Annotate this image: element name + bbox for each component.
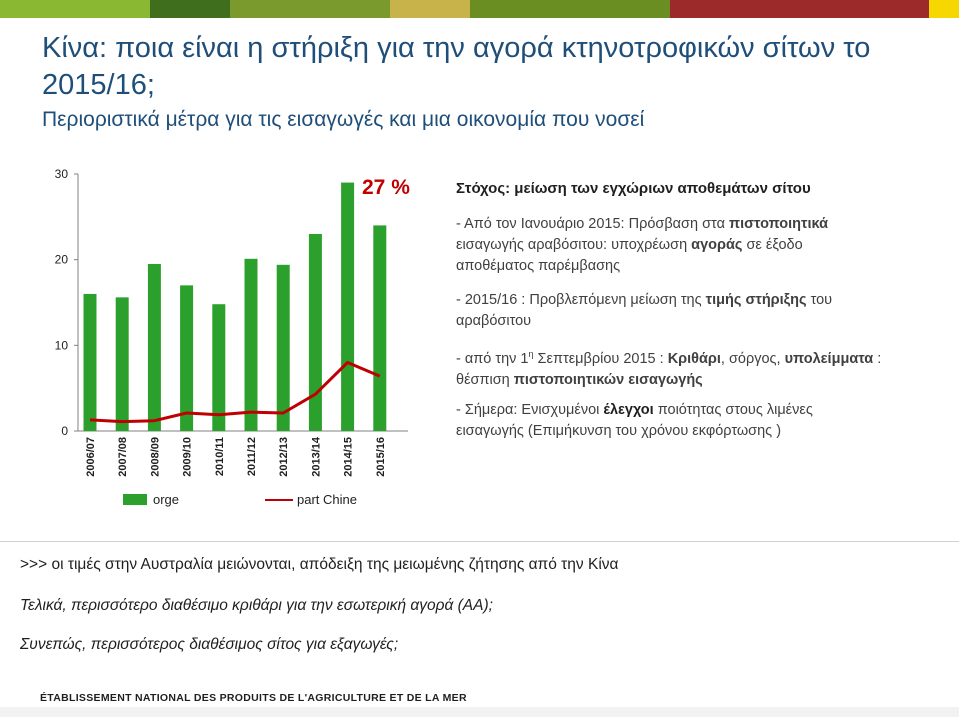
legend-swatch-line — [265, 499, 293, 501]
y-tick-label: 30 — [54, 167, 68, 181]
bullet-1-bold: πιστοποιητικά — [729, 216, 829, 232]
page-title: Κίνα: ποια είναι η στήριξη για την αγορά κτηνοτροφικών σίτων το 2015/16; — [42, 32, 871, 101]
bar — [245, 259, 258, 431]
x-tick-label: 2015/16 — [374, 437, 387, 477]
bar — [373, 225, 386, 431]
x-tick-label: 2006/07 — [85, 437, 97, 477]
conclusion-line-2: Τελικά, περισσότερο διαθέσιμο κριθάρι για την εσωτερική αγορά (ΑΑ); — [20, 597, 493, 614]
bullet-3-bold: υπολείμματα — [784, 350, 874, 367]
bullet-4-bold: έλεγχοι — [603, 402, 654, 418]
bar-line-chart — [0, 150, 440, 490]
bullet-3-text: Σεπτεμβρίου 2015 : — [533, 350, 668, 367]
bullet-3-bold: πιστοποιητικών εισαγωγής — [513, 371, 703, 388]
bullet-3-text: , σόργος, — [720, 350, 785, 367]
bullet-1-text: εισαγωγής αραβόσιτου: υποχρέωση — [456, 237, 692, 253]
topbar-segment — [0, 0, 150, 18]
bullet-1 — [456, 214, 926, 277]
bar — [341, 183, 354, 431]
x-tick-label: 2009/10 — [181, 437, 194, 477]
bullet-3-text: : — [873, 350, 882, 367]
x-tick-label: 2012/13 — [278, 437, 291, 477]
y-tick-label: 10 — [54, 338, 68, 353]
legend-swatch-bars — [123, 494, 147, 505]
x-tick-label: 2014/15 — [342, 437, 355, 477]
line-series — [90, 362, 380, 421]
topbar-segment — [230, 0, 390, 18]
legend-label-line: part Chine — [297, 492, 357, 507]
conclusion-line-3: Συνεπώς, περισσότερος διαθέσιμος σίτος για εξαγωγές; — [20, 636, 399, 653]
bullet-3-text: θέσπιση — [456, 371, 514, 388]
bar — [84, 294, 97, 431]
topbar-segment — [670, 0, 929, 18]
top-color-bar — [0, 0, 959, 18]
bullet-3 — [456, 344, 926, 391]
bullet-3-text: - από την 1 — [456, 350, 529, 367]
bar — [212, 304, 225, 431]
bullet-2 — [456, 290, 926, 332]
x-tick-label: 2008/09 — [149, 437, 162, 477]
y-tick-label: 0 — [61, 424, 68, 438]
bar — [116, 297, 129, 431]
bullet-1-text: σε έξοδο — [742, 237, 803, 253]
section-divider — [0, 541, 959, 542]
bar — [277, 265, 290, 431]
bullet-1-text: - Από τον Ιανουάριο 2015: Πρόσβαση στα — [456, 216, 729, 232]
bullet-4 — [456, 400, 926, 442]
topbar-segment — [470, 0, 670, 18]
legend-label-bars: orge — [153, 492, 180, 507]
bullet-3-bold: Κριθάρι — [667, 350, 721, 367]
bullet-1-bold: αγοράς — [691, 237, 743, 253]
chart-annotation: 27 % — [362, 176, 410, 199]
bar — [148, 264, 161, 431]
bullet-4-text: - Σήμερα: Ενισχυμένοι — [456, 402, 604, 418]
bullet-3-sup: η — [528, 349, 534, 359]
bullet-4-text: ποιότητας στους λιμένες — [653, 402, 813, 418]
bullet-2-text: του — [806, 292, 833, 308]
bullet-4-text: εισαγωγής (Επιμήκυνση του χρόνου εκφόρτωσης ) — [456, 423, 782, 439]
footer-band — [0, 707, 959, 717]
goal-heading: Στόχος: μείωση των εγχώριων αποθεμάτων σίτου — [456, 180, 811, 197]
bullet-2-text: αραβόσιτου — [456, 313, 532, 329]
x-tick-label: 2011/12 — [246, 437, 258, 477]
topbar-segment — [929, 0, 959, 18]
conclusion-line-1: >>> οι τιμές στην Αυστραλία μειώνονται, απόδειξη της μειωμένης ζήτησης από την Κίνα — [20, 556, 619, 573]
y-tick-label: 20 — [54, 252, 68, 267]
line-path — [90, 362, 380, 421]
bullet-1-text: αποθέματος παρέμβασης — [456, 258, 621, 274]
bullet-2-bold: τιμής στήριξης — [705, 292, 807, 308]
bullet-2-text: - 2015/16 : Προβλεπόμενη μείωση της — [456, 292, 706, 308]
page-subtitle: Περιοριστικά μέτρα για τις εισαγωγές και μια οικονομία που νοσεί — [42, 108, 645, 131]
bar — [309, 234, 322, 431]
topbar-segment — [150, 0, 230, 18]
x-tick-label: 2010/11 — [213, 437, 226, 477]
bar — [180, 285, 193, 431]
topbar-segment — [390, 0, 470, 18]
x-tick-label: 2013/14 — [310, 437, 323, 477]
footer-institution: ÉTABLISSEMENT NATIONAL DES PRODUITS DE L'AGRICULTURE ET DE LA MER — [40, 692, 467, 704]
x-tick-label: 2007/08 — [117, 437, 130, 477]
bar-series — [84, 183, 387, 431]
